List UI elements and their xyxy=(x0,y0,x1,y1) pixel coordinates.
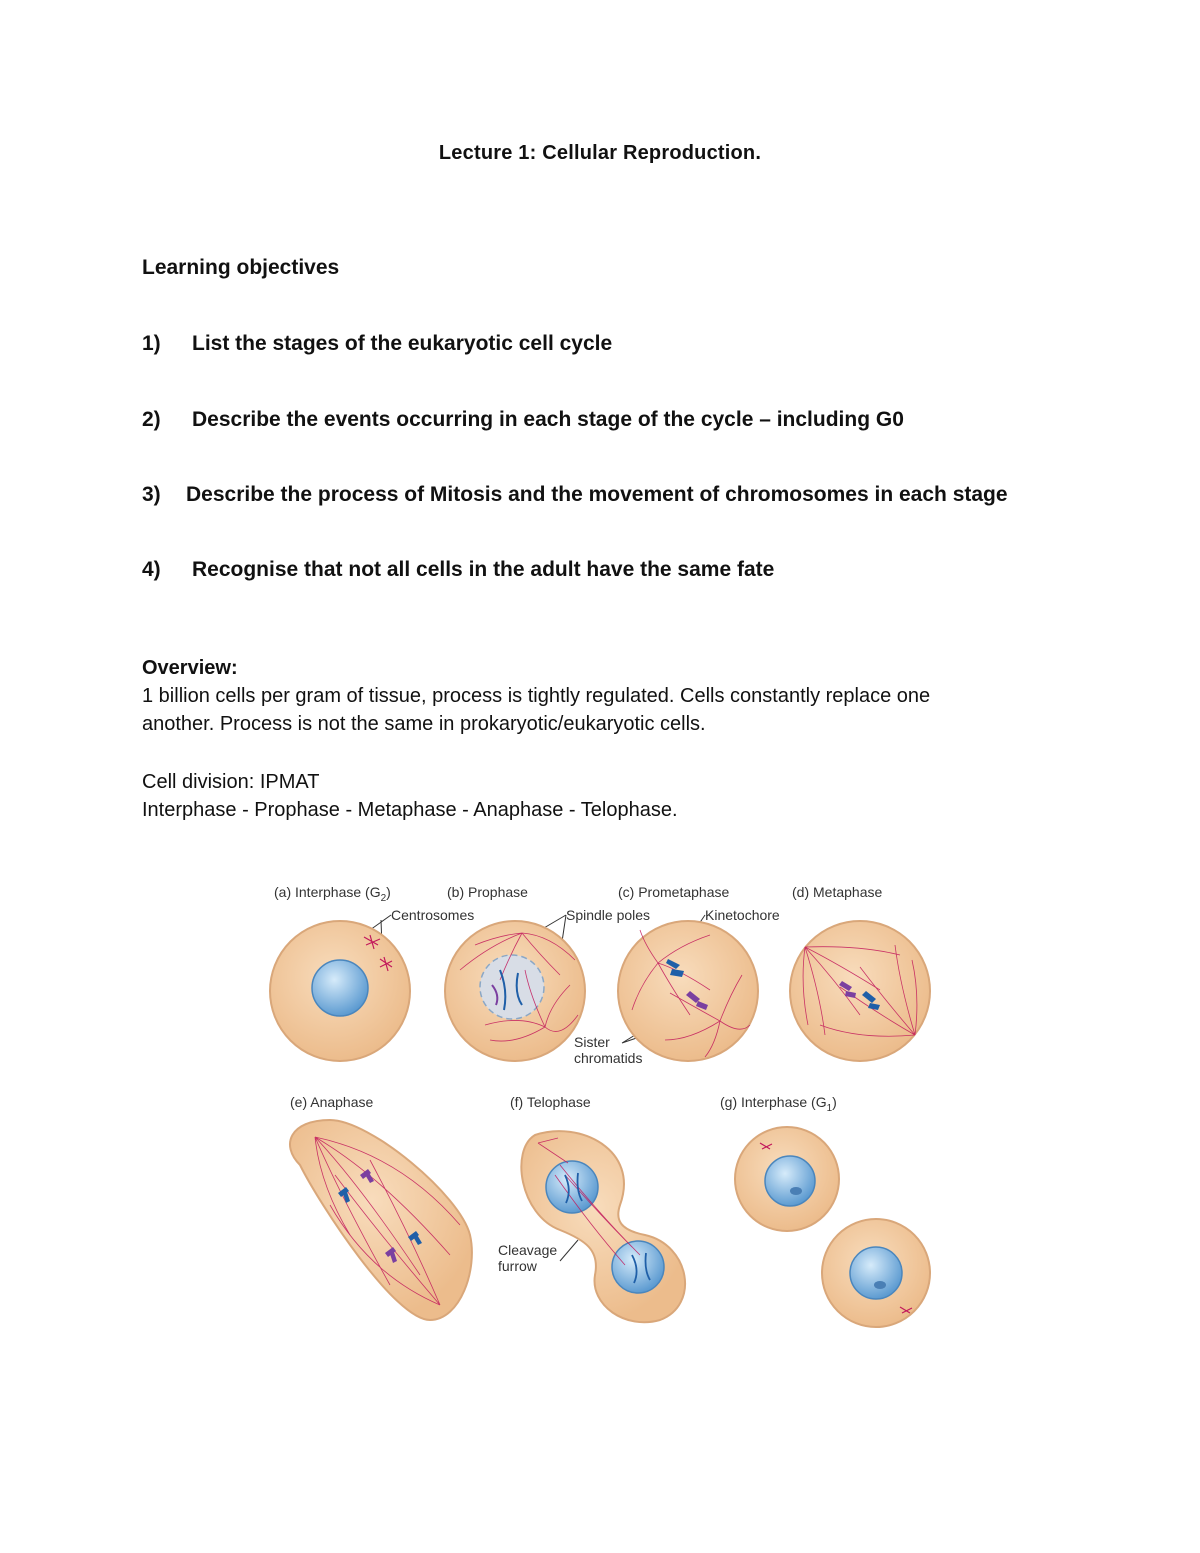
objective-number: 4) xyxy=(142,558,161,581)
objective-text: List the stages of the eukaryotic cell cycle xyxy=(192,332,613,355)
overview-heading: Overview: xyxy=(142,657,238,679)
cell-prophase xyxy=(445,921,585,1061)
stage-label-e: (e) Anaphase xyxy=(290,1094,374,1110)
objective-text: Recognise that not all cells in the adult have the same fate xyxy=(192,558,775,581)
cell-division-line: Cell division: IPMAT xyxy=(142,771,320,793)
objective-text: Describe the events occurring in each stage of the cycle – including G0 xyxy=(192,408,904,431)
annotation-centrosomes: Centrosomes xyxy=(391,907,475,923)
stage-label-a: (a) Interphase $(G_2)$ xyxy=(274,884,391,904)
cell-metaphase xyxy=(790,921,930,1061)
cell-interphase-g1 xyxy=(735,1127,930,1327)
objective-number: 3) xyxy=(142,483,161,506)
annotation-spindle-poles: Spindle poles xyxy=(566,907,651,923)
cell-telophase xyxy=(521,1131,685,1322)
annotation-furrow: furrow xyxy=(498,1258,537,1274)
objective-item xyxy=(142,558,774,582)
cell-interphase-g2 xyxy=(270,921,410,1061)
objective-text: Describe the process of Mitosis and the movement of chromosomes in each stage xyxy=(186,483,1008,506)
cell-prometaphase xyxy=(618,921,758,1061)
annotation-chromatids: chromatids xyxy=(574,1050,643,1066)
annotation-kinetochore: Kinetochore xyxy=(705,907,780,923)
cell-division-stages: Interphase - Prophase - Metaphase - Anaphase - Telophase. xyxy=(142,799,678,821)
cell-anaphase xyxy=(290,1120,472,1320)
stage-label-d: (d) Metaphase xyxy=(792,884,883,900)
objectives-heading: Learning objectives xyxy=(142,256,340,279)
cell-division-section xyxy=(142,768,1042,824)
objective-item xyxy=(142,483,1008,507)
overview-section xyxy=(142,654,1042,738)
annotation-cleavage: Cleavage xyxy=(498,1242,558,1258)
overview-line: another. Process is not the same in prokaryotic/eukaryotic cells. xyxy=(142,713,706,735)
stage-label-g: (g) Interphase $(G_1)$ xyxy=(720,1094,837,1114)
overview-line: 1 billion cells per gram of tissue, process is tightly regulated. Cells constantly replace one xyxy=(142,685,931,707)
page-title: Lecture 1: Cellular Reproduction. xyxy=(438,142,762,164)
objective-item xyxy=(142,332,612,356)
stage-label-c: (c) Prometaphase xyxy=(618,884,730,900)
objective-number: 1) xyxy=(142,332,161,355)
objective-number: 2) xyxy=(142,408,161,431)
stage-label-f: (f) Telophase xyxy=(510,1094,591,1110)
annotation-sister: Sister xyxy=(574,1034,610,1050)
mitosis-figure xyxy=(260,875,950,1330)
stage-label-b: (b) Prophase xyxy=(447,884,528,900)
objective-item xyxy=(142,408,904,432)
